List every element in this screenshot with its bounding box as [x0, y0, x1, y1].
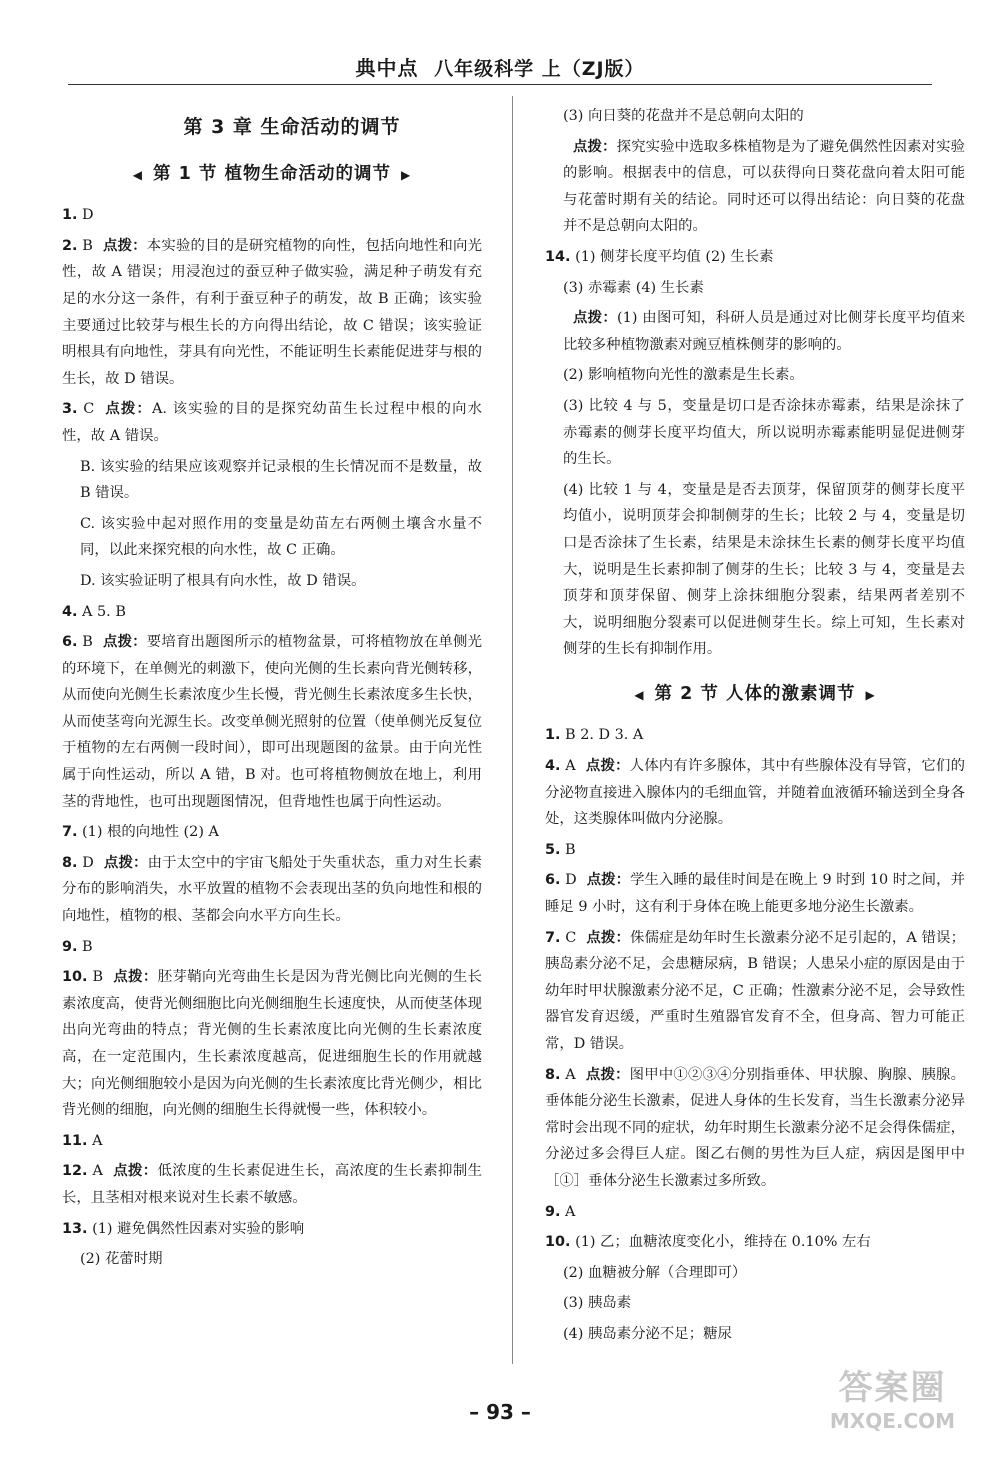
answer-list-right-top: [545, 103, 965, 663]
column-divider: [512, 96, 513, 1364]
hint-text: 人体内有许多腺体，其中有些腺体没有导管，它们的分泌物直接进入腺体内的毛细血管，并随着血液循环输送到全身各处，这类腺体叫做内分泌腺。: [545, 758, 965, 828]
answer-item: [62, 629, 482, 815]
answer-item: [62, 454, 482, 507]
answer-list-right-bottom: [545, 722, 965, 1347]
answer-key: B: [77, 634, 93, 651]
answer-item: [62, 233, 482, 393]
answer-key: A: [87, 1163, 103, 1180]
hint-label: 点拨：: [573, 138, 617, 155]
hint-text: (2) 影响植物向光性的激素是生长素。: [563, 367, 804, 384]
answer-number: 4.: [62, 603, 78, 620]
answer-number: 3.: [62, 401, 78, 418]
answer-number: 10.: [545, 1234, 571, 1251]
answer-key: A 5. B: [77, 603, 126, 620]
answer-key: D: [77, 854, 94, 871]
section-title-1: ◀ 第 1 节 植物生命活动的调节 ▶: [132, 163, 412, 184]
answer-item: [545, 867, 965, 920]
hint-text: 本实验的目的是研究植物的向性，包括向地性和向光性，故 A 错误；用浸泡过的蚕豆种子做实验，满足种子萌发有充足的水分这一条件，有利于蚕豆种子的萌发，故 B 正确；该实验主要通过比较芽与根生长的方向得出结论，故 C 错误；该实验证明根具有向地性，芽具有向光性，不能证明生长素能促进芽与根的生长，故 D 错误。: [62, 237, 482, 387]
answer-number: 12.: [62, 1163, 88, 1180]
answer-item: [62, 396, 482, 449]
answer-key: A: [560, 1066, 576, 1083]
answer-key: A: [560, 758, 576, 775]
hint-text: A. 该实验的目的是探究幼苗生长过程中根的向水性，故 A 错误。: [62, 401, 482, 444]
answer-key: B 2. D 3. A: [560, 727, 644, 744]
answer-item: [62, 964, 482, 1124]
answer-number: 10.: [62, 969, 88, 986]
watermark-text: 答案圈: [838, 1368, 947, 1408]
answer-item: [545, 1199, 965, 1226]
answer-number: 13.: [62, 1220, 88, 1237]
hint-text: D. 该实验证明了根具有向水性，故 D 错误。: [80, 572, 366, 589]
answer-item: [545, 244, 965, 271]
answer-item: [545, 275, 965, 302]
page-number: – 93 –: [469, 1400, 531, 1424]
answer-item: [62, 1246, 482, 1273]
answer-item: [545, 134, 965, 240]
hint-text: 图甲中①②③④分别指垂体、甲状腺、胸腺、胰腺。垂体能分泌生长激素，促进人身体的生长发育，当生长激素分泌异常时会出现不同的症状，幼年时期生长激素分泌不足会得侏儒症，分泌过多会得巨人症。图乙右侧的男性为巨人症，病因是图甲中［①］垂体分泌生长激素过多所致。: [545, 1066, 965, 1189]
hint-text: (1) 由图可知，科研人员是通过对比侧芽长度平均值来比较多种植物激素对豌豆植株侧芽的影响的。: [563, 310, 965, 353]
hint-text: 要培育出题图所示的植物盆景，可将植物放在单侧光的环境下，在单侧光的刺激下，使向光侧的生长素向背光侧转移，从而使向光侧生长素浓度少生长慢，背光侧生长素浓度多生长快，从而使茎弯向光源生长。改变单侧光照射的位置（使单侧光反复位于植物的左右两侧一段时间），即可出现题图的盆景。由于向光性属于向性运动，所以 A 错，B 对。也可将植物侧放在地上，利用茎的背地性，也可出现题图情况，但背地性也属于向性运动。: [62, 634, 482, 810]
hint-label: 点拨：: [104, 401, 152, 418]
answer-number: 9.: [545, 1203, 561, 1220]
hint-text: 学生入睡的最佳时间是在晚上 9 时到 10 时之间，并睡足 9 小时，这有利于身体在晚上能更多地分泌生长激素。: [545, 872, 965, 916]
hint-label: 点拨：: [585, 1066, 630, 1083]
hint-text: 低浓度的生长素促进生长，高浓度的生长素抑制生长，且茎相对根来说对生长素不敏感。: [62, 1163, 482, 1206]
answer-key: A: [87, 1132, 103, 1149]
answer-item: [545, 1260, 965, 1287]
hint-text: (3) 胰岛素: [563, 1295, 632, 1312]
answer-item: [545, 837, 965, 864]
answer-item: [545, 477, 965, 663]
answer-number: 4.: [545, 758, 561, 775]
answer-number: 8.: [62, 854, 78, 871]
answer-number: 1.: [62, 207, 78, 224]
answer-item: [545, 393, 965, 473]
hint-label: 点拨：: [102, 237, 147, 254]
hint-label: 点拨：: [102, 634, 147, 651]
answer-item: [545, 362, 965, 389]
answer-number: 6.: [545, 872, 561, 889]
answer-item: [62, 934, 482, 961]
answer-item: [545, 1229, 965, 1256]
hint-text: (2) 花蕾时期: [80, 1251, 163, 1268]
hint-label: 点拨：: [585, 758, 630, 775]
hint-text: 侏儒症是幼年时生长激素分泌不足引起的，A 错误；胰岛素分泌不足，会患糖尿病，B 错误；人患呆小症的原因是由于幼年时甲状腺激素分泌不足，C 正确；性激素分泌不足，会导致性器官发育迟缓，严重时生殖器官发育不全，但身高、智力可能正常，D 错误。: [545, 929, 965, 1052]
answer-item: [545, 1290, 965, 1317]
hint-text: 胚芽鞘向光弯曲生长是因为背光侧比向光侧的生长素浓度高，使背光侧细胞比向光侧细胞生长速度快，从而使茎体现出向光弯曲的特点；背光侧的生长素浓度比向光侧的生长素浓度高，在一定范围内，生长素浓度越高，促进细胞生长的作用就越大；向光侧细胞较小是因为向光侧的生长素浓度比背光侧少，相比背光侧的细胞，向光侧的细胞生长得就慢一些，体积较小。: [62, 969, 482, 1119]
right-column: [545, 103, 965, 1352]
answer-item: [545, 925, 965, 1058]
hint-label: 点拨：: [586, 929, 631, 946]
answer-number: 7.: [545, 929, 561, 946]
answer-item: [545, 1062, 965, 1195]
answer-list-left: [62, 202, 482, 1273]
hint-label: 点拨：: [573, 310, 618, 327]
hint-text: 探究实验中选取多株植物是为了避免偶然性因素对实验的影响。根据表中的信息，可以获得向日葵花盘向着太阳可能与花蕾时期有关的结论。同时还可以得出结论：向日葵的花盘并不是总朝向太阳的。: [563, 138, 965, 235]
hint-text: (3) 比较 4 与 5，变量是切口是否涂抹赤霉素，结果是涂抹了赤霉素的侧芽长度平均值大，所以说明赤霉素能明显促进侧芽的生长。: [563, 397, 965, 468]
answer-number: 5.: [545, 841, 561, 858]
hint-text: C. 该实验中起对照作用的变量是幼苗左右两侧土壤含水量不同，以此来探究根的向水性，故 C 正确。: [80, 515, 482, 559]
left-triangle-icon: ◀: [634, 687, 645, 702]
hint-text: (3) 向日葵的花盘并不是总朝向太阳的: [563, 108, 804, 124]
answer-key: D: [560, 872, 577, 889]
answer-key: (1) 侧芽长度平均值 (2) 生长素: [570, 248, 774, 265]
answer-key: C: [560, 929, 577, 946]
answer-item: [545, 103, 965, 130]
answer-item: [545, 753, 965, 833]
hint-label: 点拨：: [586, 872, 631, 889]
answer-number: 8.: [545, 1066, 561, 1083]
answer-key: (1) 避免偶然性因素对实验的影响: [87, 1220, 305, 1237]
right-triangle-icon: ▶: [865, 687, 876, 702]
answer-item: [62, 599, 482, 626]
answer-key: B: [87, 969, 104, 986]
answer-item: [62, 1128, 482, 1155]
answer-number: 14.: [545, 248, 571, 265]
answer-number: 7.: [62, 824, 78, 841]
chapter-title: 第 3 章 生命活动的调节: [183, 116, 401, 138]
hint-text: (4) 比较 1 与 4，变量是是否去顶芽，保留顶芽的侧芽长度平均值小，说明顶芽会抑制侧芽的生长；比较 2 与 4，变量是切口是否涂抹了生长素，结果是未涂抹生长素的侧芽长度平均值大，说明是生长素抑制了侧芽的生长；比较 3 与 4，变量是去顶芽和顶芽保留、侧芽上涂抹细胞分裂素，结果两者差别不大，说明细胞分裂素可以促进侧芽生长。综上可知，生长素对侧芽的生长有抑制作用。: [563, 481, 965, 658]
watermark-url: MXQE.COM: [829, 1409, 956, 1433]
answer-item: [62, 850, 482, 930]
left-triangle-icon: ◀: [132, 167, 144, 182]
answer-key: A: [560, 1203, 576, 1220]
answer-key: (1) 乙；血糖浓度变化小，维持在 0.10% 左右: [570, 1234, 871, 1251]
answer-item: [62, 202, 482, 229]
answer-item: [62, 1158, 482, 1211]
answer-item: [545, 722, 965, 749]
answer-key: B: [560, 841, 576, 858]
hint-label: 点拨：: [103, 854, 148, 871]
brand-logo: 典中点: [355, 56, 419, 80]
answer-number: 2.: [62, 237, 78, 254]
left-column: [62, 100, 482, 1277]
answer-number: 6.: [62, 634, 78, 651]
answer-key: C: [77, 401, 95, 418]
answer-item: [62, 1216, 482, 1243]
hint-text: 由于太空中的宇宙飞船处于失重状态，重力对生长素分布的影响消失，水平放置的植物不会表现出茎的负向地性和根的向地性，植物的根、茎都会向水平方向生长。: [62, 854, 482, 925]
running-header: [0, 52, 1000, 82]
answer-item: [545, 1321, 965, 1348]
answer-item: [62, 819, 482, 846]
answer-key: D: [77, 207, 94, 224]
watermark: [805, 1367, 980, 1447]
answer-number: 1.: [545, 727, 561, 744]
hint-label: 点拨：: [112, 1163, 158, 1180]
hint-text: (3) 赤霉素 (4) 生长素: [563, 279, 704, 296]
answer-number: 9.: [62, 938, 78, 955]
answer-number: 11.: [62, 1132, 88, 1149]
hint-text: B. 该实验的结果应该观察并记录根的生长情况而不是数量，故 B 错误。: [80, 458, 482, 502]
hint-text: (4) 胰岛素分泌不足；糖尿: [563, 1325, 732, 1342]
answer-key: B: [77, 938, 93, 955]
hint-text: (2) 血糖被分解（合理即可）: [563, 1264, 747, 1281]
book-title: 八年级科学 上（ZJ版）: [434, 58, 645, 80]
answer-key: B: [77, 237, 93, 254]
right-triangle-icon: ▶: [400, 167, 412, 182]
section-title-2: ◀ 第 2 节 人体的激素调节 ▶: [634, 683, 876, 704]
answer-key: (1) 根的向地性 (2) A: [77, 824, 219, 841]
answer-item: [62, 511, 482, 564]
header-rule: [68, 84, 932, 85]
hint-label: 点拨：: [113, 969, 158, 986]
answer-item: [545, 305, 965, 358]
answer-item: [62, 568, 482, 595]
